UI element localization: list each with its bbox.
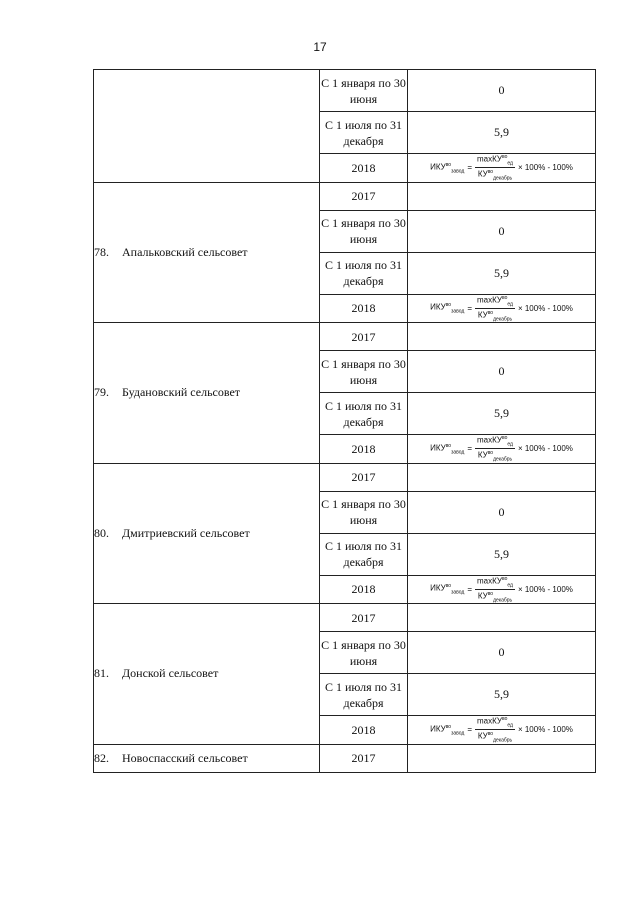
formula-lhs-sup: во <box>445 161 452 168</box>
formula-lhs-sub: завод <box>451 729 465 736</box>
period-cell: 2018 <box>320 154 408 183</box>
formula-lhs <box>430 162 464 174</box>
formula-lhs <box>430 724 464 736</box>
formula-lhs-sup: во <box>445 442 452 449</box>
formula-lhs-text: ИКУ <box>430 302 446 312</box>
period-cell: 2018 <box>320 716 408 745</box>
formula-numerator-text: maxКУ <box>477 716 502 726</box>
formula-lhs-sup: во <box>445 302 452 309</box>
formula-denominator-sup: во <box>487 169 494 176</box>
value-cell <box>408 323 596 351</box>
formula-fraction <box>475 716 515 744</box>
formula-lhs <box>430 443 464 455</box>
formula-tail: × 100% - 100% <box>517 163 573 173</box>
table-row <box>94 744 596 772</box>
period-cell: 2017 <box>320 604 408 632</box>
settlement-cell <box>94 604 320 745</box>
formula-numerator <box>475 435 515 449</box>
formula-tail: × 100% - 100% <box>517 584 573 594</box>
formula-cell <box>408 575 596 604</box>
formula-denominator-text: КУ <box>477 169 488 179</box>
formula-denominator-sup: во <box>487 450 494 457</box>
formula-numerator-sup: во <box>501 294 508 301</box>
tariff-table <box>93 69 596 773</box>
formula-numerator-text: maxКУ <box>477 154 502 164</box>
formula-lhs-text: ИКУ <box>430 583 446 593</box>
formula-denominator-sub: декабрь <box>493 597 513 603</box>
formula-numerator-sub: ед <box>507 581 513 588</box>
formula-lhs <box>430 583 464 595</box>
formula-denominator <box>476 168 514 181</box>
period-cell: С 1 июля по 31 декабря <box>320 533 408 575</box>
table-row <box>94 463 596 491</box>
settlement-name: Будановский сельсовет <box>122 385 241 400</box>
formula-numerator <box>475 295 515 309</box>
index-formula <box>430 295 573 323</box>
period-cell: С 1 января по 30 июня <box>320 491 408 533</box>
value-cell <box>408 182 596 210</box>
page-number: 17 <box>313 40 327 54</box>
value-cell <box>408 463 596 491</box>
index-formula <box>430 435 573 463</box>
period-cell: С 1 января по 30 июня <box>320 351 408 393</box>
settlement-name: Дмитриевский сельсовет <box>122 525 250 540</box>
value-cell <box>408 744 596 772</box>
period-cell: С 1 января по 30 июня <box>320 632 408 674</box>
formula-numerator-sup: во <box>501 716 508 722</box>
formula-tail: × 100% - 100% <box>517 303 573 313</box>
formula-lhs-sub: завод <box>451 448 465 455</box>
formula-equals: = <box>467 303 473 313</box>
settlement-cell <box>94 182 320 323</box>
row-number: 81. <box>94 666 109 681</box>
settlement-cell <box>94 744 320 772</box>
index-formula <box>430 576 573 604</box>
formula-denominator <box>476 309 514 322</box>
period-cell: 2018 <box>320 294 408 323</box>
formula-fraction <box>475 435 515 463</box>
value-cell: 5,9 <box>408 252 596 294</box>
formula-equals: = <box>467 163 473 173</box>
formula-denominator-sub: декабрь <box>493 737 513 744</box>
formula-numerator-sup: во <box>501 154 508 160</box>
formula-numerator-sup: во <box>501 435 508 441</box>
formula-numerator-sub: ед <box>507 300 513 307</box>
formula-numerator-text: maxКУ <box>477 295 502 305</box>
formula-lhs-sup: во <box>445 583 452 590</box>
value-cell: 0 <box>408 70 596 112</box>
value-cell: 0 <box>408 210 596 252</box>
period-cell: 2017 <box>320 182 408 210</box>
formula-lhs-text: ИКУ <box>430 162 446 172</box>
formula-denominator-sub: декабрь <box>493 456 513 463</box>
settlement-cell-empty <box>94 70 320 183</box>
formula-lhs <box>430 302 464 314</box>
formula-numerator-sub: ед <box>507 722 513 729</box>
formula-denominator-sub: декабрь <box>493 316 513 322</box>
value-cell: 5,9 <box>408 393 596 435</box>
formula-denominator-sup: во <box>487 309 494 316</box>
value-cell: 5,9 <box>408 533 596 575</box>
formula-equals: = <box>467 584 473 594</box>
settlement-name: Апальковский сельсовет <box>122 244 248 259</box>
formula-equals: = <box>467 725 473 735</box>
table-row <box>94 182 596 210</box>
table-row <box>94 323 596 351</box>
formula-cell <box>408 435 596 464</box>
period-cell: С 1 июля по 31 декабря <box>320 112 408 154</box>
formula-numerator <box>475 716 515 730</box>
formula-denominator-text: КУ <box>477 591 488 601</box>
period-cell: 2018 <box>320 435 408 464</box>
period-cell: 2017 <box>320 463 408 491</box>
period-cell: С 1 июля по 31 декабря <box>320 393 408 435</box>
formula-numerator-sup: во <box>501 575 508 582</box>
formula-lhs-sub: завод <box>451 167 465 174</box>
formula-fraction <box>475 576 515 604</box>
formula-numerator-text: maxКУ <box>477 435 502 445</box>
formula-numerator-sub: ед <box>507 441 513 448</box>
value-cell: 0 <box>408 491 596 533</box>
settlement-name: Новоспасский сельсовет <box>122 750 248 765</box>
formula-denominator <box>476 449 514 462</box>
formula-denominator-text: КУ <box>477 731 488 741</box>
formula-tail: × 100% - 100% <box>517 444 573 454</box>
formula-lhs-sub: завод <box>451 308 465 315</box>
formula-tail: × 100% - 100% <box>517 725 573 735</box>
table-row <box>94 70 596 112</box>
row-number: 78. <box>94 244 109 259</box>
period-cell: 2017 <box>320 323 408 351</box>
formula-fraction <box>475 154 515 182</box>
period-cell: С 1 января по 30 июня <box>320 210 408 252</box>
formula-lhs-sup: во <box>445 723 452 730</box>
formula-equals: = <box>467 444 473 454</box>
period-cell: 2018 <box>320 575 408 604</box>
period-cell: С 1 января по 30 июня <box>320 70 408 112</box>
formula-cell <box>408 154 596 183</box>
formula-denominator-sup: во <box>487 590 494 597</box>
table-row <box>94 604 596 632</box>
formula-denominator-text: КУ <box>477 450 488 460</box>
formula-lhs-sub: завод <box>451 589 465 596</box>
value-cell: 0 <box>408 632 596 674</box>
row-number: 80. <box>94 525 109 540</box>
formula-denominator-sub: декабрь <box>493 175 513 182</box>
value-cell <box>408 604 596 632</box>
formula-denominator <box>476 590 514 603</box>
settlement-name: Донской сельсовет <box>122 666 219 681</box>
row-number: 82. <box>94 750 109 765</box>
formula-numerator <box>475 576 515 590</box>
formula-numerator-text: maxКУ <box>477 576 502 586</box>
formula-denominator-text: КУ <box>477 310 488 320</box>
formula-lhs-text: ИКУ <box>430 724 446 734</box>
value-cell: 5,9 <box>408 674 596 716</box>
value-cell: 5,9 <box>408 112 596 154</box>
formula-cell <box>408 716 596 745</box>
formula-lhs-text: ИКУ <box>430 443 446 453</box>
formula-denominator-sup: во <box>487 731 494 738</box>
settlement-cell <box>94 323 320 464</box>
formula-numerator-sub: ед <box>507 160 513 167</box>
formula-numerator <box>475 154 515 168</box>
value-cell: 0 <box>408 351 596 393</box>
index-formula <box>430 716 573 744</box>
period-cell: С 1 июля по 31 декабря <box>320 252 408 294</box>
row-number: 79. <box>94 385 109 400</box>
period-cell: 2017 <box>320 744 408 772</box>
formula-cell <box>408 294 596 323</box>
formula-fraction <box>475 295 515 323</box>
period-cell: С 1 июля по 31 декабря <box>320 674 408 716</box>
formula-denominator <box>476 730 514 743</box>
settlement-cell <box>94 463 320 604</box>
index-formula <box>430 154 573 182</box>
